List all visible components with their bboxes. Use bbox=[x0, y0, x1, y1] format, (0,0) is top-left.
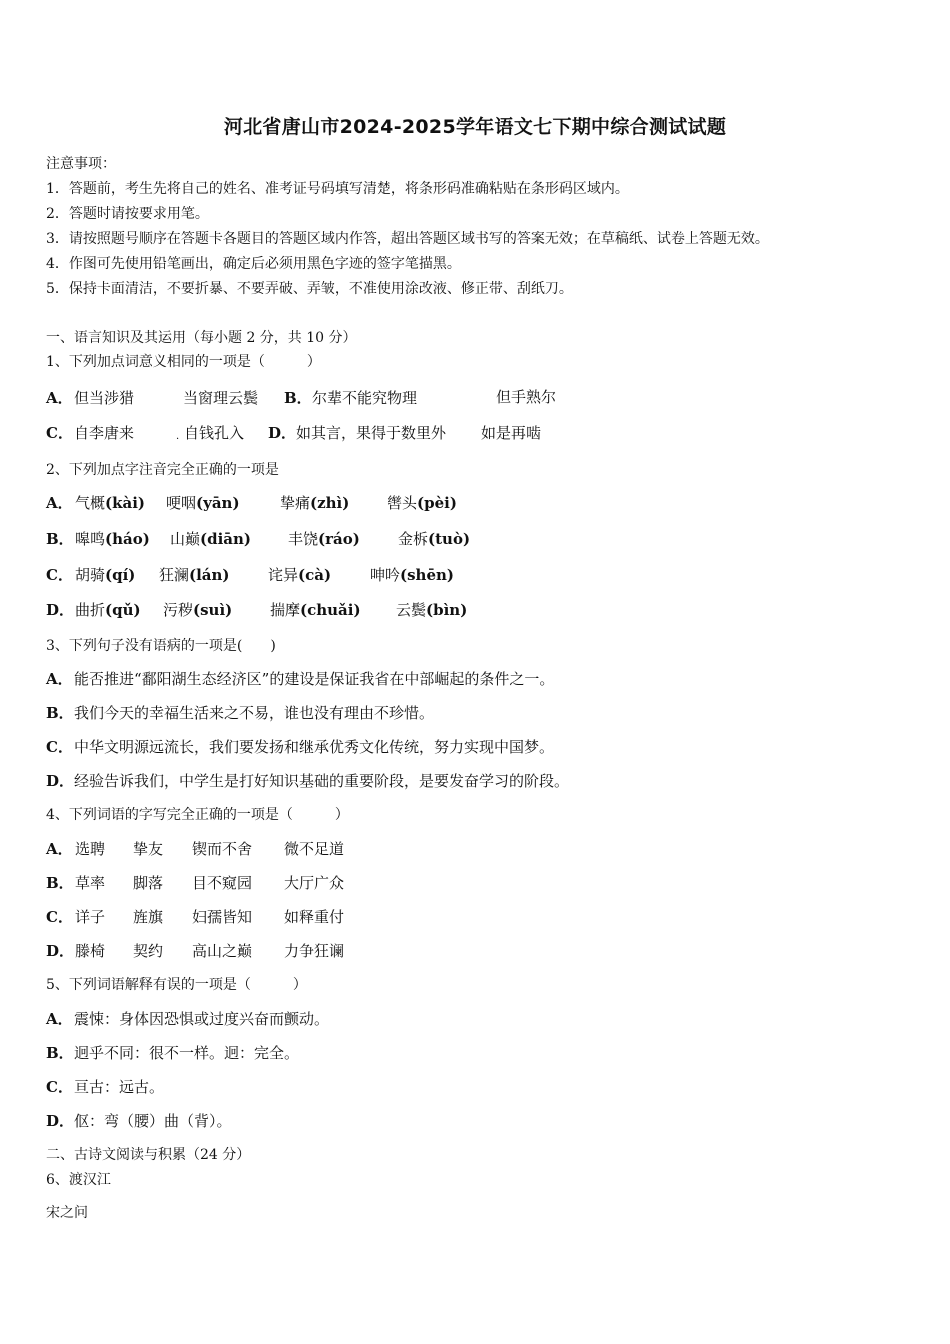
pinyin-item bbox=[387, 492, 457, 513]
word-row-c bbox=[46, 906, 74, 927]
pinyin-reading: (kài) bbox=[105, 494, 146, 512]
word: 力争狂谰 bbox=[284, 942, 345, 960]
word: 微不足道 bbox=[284, 840, 345, 858]
option-d bbox=[46, 1110, 232, 1131]
option-text: 亘古：远古。 bbox=[74, 1078, 165, 1096]
pinyin-reading: (bìn) bbox=[426, 601, 468, 619]
option-label: C． bbox=[46, 424, 73, 442]
question-stem: 4、下列词语的字写完全正确的一项是（ ） bbox=[46, 807, 349, 823]
pinyin-word: 曲折 bbox=[75, 601, 106, 619]
option-label: C． bbox=[46, 738, 73, 756]
pinyin-item bbox=[370, 564, 454, 585]
option-word: 自钱孔入 bbox=[184, 424, 245, 442]
option-word: 当窗理云鬓 bbox=[183, 389, 259, 407]
pinyin-reading: (qǔ) bbox=[105, 601, 141, 619]
pinyin-item bbox=[159, 564, 230, 585]
pinyin-item bbox=[163, 599, 232, 620]
word: 大厅广众 bbox=[284, 874, 345, 892]
option-text: 震悚：身体因恐惧或过度兴奋而颤动。 bbox=[74, 1010, 330, 1028]
option-label: D． bbox=[46, 772, 75, 790]
pinyin-reading: (ráo) bbox=[318, 530, 360, 548]
option-d bbox=[268, 422, 446, 443]
pinyin-reading: (yān) bbox=[196, 494, 240, 512]
notice-heading: 注意事项： bbox=[46, 156, 116, 172]
pinyin-row-b bbox=[46, 528, 74, 549]
option-label: A． bbox=[46, 494, 73, 512]
pinyin-word: 丰饶 bbox=[288, 530, 319, 548]
notice-item: 1．答题前，考生先将自己的姓名、准考证号码填写清楚，将条形码准确粘贴在条形码区域内。 bbox=[46, 181, 629, 197]
pinyin-row-d bbox=[46, 599, 74, 620]
option-text: 我们今天的幸福生活来之不易，谁也没有理由不珍惜。 bbox=[74, 704, 435, 722]
pinyin-item bbox=[398, 528, 470, 549]
option-text: 能否推进“鄱阳湖生态经济区”的建设是保证我省在中部崛起的条件之一。 bbox=[74, 670, 555, 688]
option-label: D． bbox=[46, 1112, 75, 1130]
option-c bbox=[46, 422, 134, 443]
option-c bbox=[46, 736, 554, 757]
pinyin-reading: (háo) bbox=[105, 530, 150, 548]
pinyin-row-c bbox=[46, 564, 74, 585]
pinyin-word: 气概 bbox=[75, 494, 106, 512]
word: 滕椅 bbox=[75, 942, 106, 960]
pinyin-item bbox=[170, 528, 251, 549]
pinyin-reading: (chuǎi) bbox=[300, 601, 361, 619]
notice-item: 3．请按照题号顺序在答题卡各题目的答题区域内作答，超出答题区域书写的答案无效；在草稿纸、试卷上答题无效。 bbox=[46, 231, 769, 247]
option-a bbox=[46, 387, 134, 408]
pinyin-word: 挚痛 bbox=[280, 494, 311, 512]
notice-item: 5．保持卡面清洁，不要折暴、不要弄破、弄皱，不准使用涂改液、修正带、刮纸刀。 bbox=[46, 281, 573, 297]
word: 脚落 bbox=[133, 874, 164, 892]
word-row-a bbox=[46, 838, 74, 859]
option-c bbox=[46, 1076, 164, 1097]
pinyin-reading: (diān) bbox=[200, 530, 252, 548]
option-word: 尔辈不能究物理 bbox=[312, 389, 418, 407]
pinyin-reading: (lán) bbox=[189, 566, 230, 584]
poem-author: 宋之问 bbox=[46, 1205, 88, 1221]
pinyin-row-a bbox=[46, 492, 74, 513]
option-b bbox=[46, 1042, 299, 1063]
option-label: A． bbox=[46, 389, 73, 407]
question-stem: 1、下列加点词意义相同的一项是（ ） bbox=[46, 354, 321, 370]
pinyin-item bbox=[288, 528, 360, 549]
page-title: 河北省唐山市2024-2025学年语文七下期中综合测试试题 bbox=[223, 116, 727, 138]
pinyin-item bbox=[75, 492, 145, 513]
option-b bbox=[46, 702, 434, 723]
pinyin-item bbox=[75, 528, 150, 549]
pinyin-word: 揣摩 bbox=[270, 601, 301, 619]
word: 高山之巅 bbox=[192, 942, 253, 960]
pinyin-word: 哽咽 bbox=[166, 494, 197, 512]
word: 如释重付 bbox=[284, 908, 345, 926]
word: 详子 bbox=[75, 908, 106, 926]
word: 妇孺皆知 bbox=[192, 908, 253, 926]
word: 锲而不舍 bbox=[192, 840, 253, 858]
pinyin-item bbox=[75, 599, 141, 620]
option-label: D． bbox=[268, 424, 297, 442]
pinyin-reading: (cà) bbox=[298, 566, 332, 584]
option-label: A． bbox=[46, 670, 73, 688]
word: 草率 bbox=[75, 874, 106, 892]
pinyin-word: 金柝 bbox=[398, 530, 429, 548]
pinyin-reading: (suì) bbox=[193, 601, 233, 619]
pinyin-word: 嗥鸣 bbox=[75, 530, 106, 548]
pinyin-word: 呻吟 bbox=[370, 566, 401, 584]
option-a bbox=[46, 1008, 329, 1029]
option-label: C． bbox=[46, 1078, 73, 1096]
option-text: 中华文明源远流长，我们要发扬和继承优秀文化传统，努力实现中国梦。 bbox=[74, 738, 555, 756]
question-stem: 6、渡汉江 bbox=[46, 1172, 111, 1188]
pinyin-reading: (qí) bbox=[105, 566, 136, 584]
option-label: B． bbox=[46, 1044, 74, 1062]
pinyin-word: 辔头 bbox=[387, 494, 418, 512]
pinyin-word: 狂澜 bbox=[159, 566, 190, 584]
option-label: C． bbox=[46, 908, 73, 926]
option-text: 经验告诉我们，中学生是打好知识基础的重要阶段，是要发奋学习的阶段。 bbox=[74, 772, 570, 790]
option-text: 迥乎不同：很不一样。迥：完全。 bbox=[74, 1044, 300, 1062]
pinyin-word: 污秽 bbox=[163, 601, 194, 619]
option-label: B． bbox=[46, 874, 74, 892]
pinyin-reading: (shēn) bbox=[400, 566, 455, 584]
pinyin-word: 山巅 bbox=[170, 530, 201, 548]
pinyin-item bbox=[75, 564, 135, 585]
question-stem: 3、下列句子没有语病的一项是( ) bbox=[46, 638, 276, 654]
pinyin-word: 云鬓 bbox=[396, 601, 427, 619]
pinyin-item bbox=[268, 564, 331, 585]
option-label: D． bbox=[46, 942, 75, 960]
option-label: B． bbox=[46, 704, 74, 722]
option-d bbox=[46, 770, 569, 791]
option-word: 如其言，果得于数里外 bbox=[296, 424, 447, 442]
option-label: A． bbox=[46, 1010, 73, 1028]
word-row-d bbox=[46, 940, 74, 961]
emphasis-dot: · bbox=[176, 434, 180, 445]
word: 旌旗 bbox=[133, 908, 164, 926]
pinyin-word: 胡骑 bbox=[75, 566, 106, 584]
option-label: D． bbox=[46, 601, 75, 619]
word: 挚友 bbox=[133, 840, 164, 858]
pinyin-item bbox=[280, 492, 349, 513]
pinyin-item bbox=[270, 599, 361, 620]
option-label: B． bbox=[46, 530, 74, 548]
option-word: 但手熟尔 bbox=[496, 388, 557, 406]
pinyin-reading: (pèi) bbox=[417, 494, 457, 512]
section-heading: 二、古诗文阅读与积累（24 分） bbox=[46, 1147, 251, 1163]
pinyin-item bbox=[396, 599, 467, 620]
option-word: 自李唐来 bbox=[74, 424, 135, 442]
pinyin-reading: (tuò) bbox=[428, 530, 471, 548]
word: 契约 bbox=[133, 942, 164, 960]
option-a bbox=[46, 668, 554, 689]
pinyin-reading: (zhì) bbox=[310, 494, 350, 512]
notice-item: 4．作图可先使用铅笔画出，确定后必须用黑色字迹的签字笔描黑。 bbox=[46, 256, 461, 272]
pinyin-item bbox=[166, 492, 240, 513]
pinyin-word: 诧异 bbox=[268, 566, 299, 584]
word-row-b bbox=[46, 872, 74, 893]
notice-item: 2．答题时请按要求用笔。 bbox=[46, 206, 209, 222]
option-text: 伛：弯（腰）曲（背）。 bbox=[74, 1112, 232, 1130]
word: 目不窥园 bbox=[192, 874, 253, 892]
option-label: C． bbox=[46, 566, 73, 584]
option-word: 但当涉猎 bbox=[74, 389, 135, 407]
word: 选聘 bbox=[75, 840, 106, 858]
question-stem: 5、下列词语解释有误的一项是（ ） bbox=[46, 977, 307, 993]
question-stem: 2、下列加点字注音完全正确的一项是 bbox=[46, 462, 279, 478]
option-word: 如是再啮 bbox=[481, 424, 542, 442]
option-label: B． bbox=[284, 389, 312, 407]
option-b bbox=[284, 387, 417, 408]
section-heading: 一、语言知识及其运用（每小题 2 分，共 10 分） bbox=[46, 330, 357, 346]
option-label: A． bbox=[46, 840, 73, 858]
